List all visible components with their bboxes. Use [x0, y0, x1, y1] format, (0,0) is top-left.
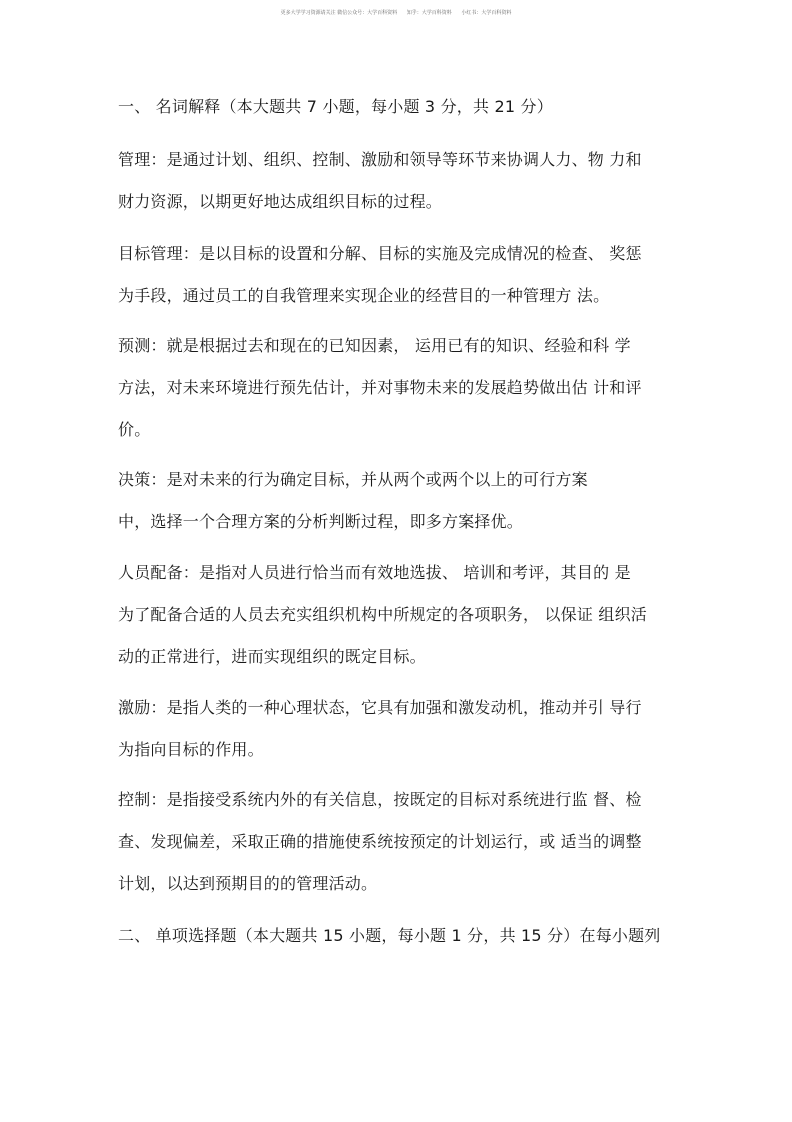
term-management-line-2: 财力资源，以期更好地达成组织目标的过程。 [118, 192, 443, 211]
term-control-line-1: 控制：是指接受系统内外的有关信息，按既定的目标对系统进行监 督、检 [118, 790, 642, 809]
section-2-heading: 二、 单项选择题（本大题共 15 小题，每小题 1 分，共 15 分）在每小题列 [118, 926, 661, 945]
header-note-zhihu: 知乎：大学百科资料 [406, 10, 452, 16]
term-control-line-3: 计划，以达到预期目的的管理活动。 [118, 874, 378, 893]
page-header-note [0, 9, 792, 16]
term-mbo-line-2: 为手段，通过员工的自我管理来实现企业的经营目的一种管理方 法。 [118, 286, 610, 305]
term-decision-line-2: 中，选择一个合理方案的分析判断过程，即多方案择优。 [118, 512, 524, 531]
term-staffing-line-3: 动的正常进行，进而实现组织的既定目标。 [118, 647, 426, 666]
term-motivation-line-1: 激励：是指人类的一种心理状态，它具有加强和激发动机，推动并引 导行 [118, 698, 642, 717]
section-1-heading: 一、 名词解释（本大题共 7 小题，每小题 3 分，共 21 分） [118, 97, 553, 116]
term-staffing-line-2: 为了配备合适的人员去充实组织机构中所规定的各项职务， 以保证 组织活 [118, 605, 647, 624]
term-control-line-2: 查、发现偏差，采取正确的措施使系统按预定的计划运行，或 适当的调整 [118, 832, 642, 851]
term-forecast-line-2: 方法，对未来环境进行预先估计，并对事物未来的发展趋势做出估 计和评 [118, 378, 642, 397]
term-forecast-line-3: 价。 [118, 420, 151, 439]
term-mbo-line-1: 目标管理：是以目标的设置和分解、目标的实施及完成情况的检查、 奖惩 [118, 244, 642, 263]
header-note-wechat: 更多大学学习资源请关注 微信公众号：大学百科资料 [280, 10, 398, 16]
term-forecast-line-1: 预测：就是根据过去和现在的已知因素， 运用已有的知识、经验和科 学 [118, 336, 631, 355]
header-note-xiaohongshu: 小红书：大学百科资料 [461, 10, 512, 16]
term-staffing-line-1: 人员配备：是指对人员进行恰当而有效地选拔、 培训和考评，其目的 是 [118, 563, 631, 582]
term-decision-line-1: 决策：是对未来的行为确定目标，并从两个或两个以上的可行方案 [118, 470, 588, 489]
term-motivation-line-2: 为指向目标的作用。 [118, 740, 264, 759]
term-management-line-1: 管理：是通过计划、组织、控制、激励和领导等环节来协调人力、物 力和 [118, 150, 642, 169]
